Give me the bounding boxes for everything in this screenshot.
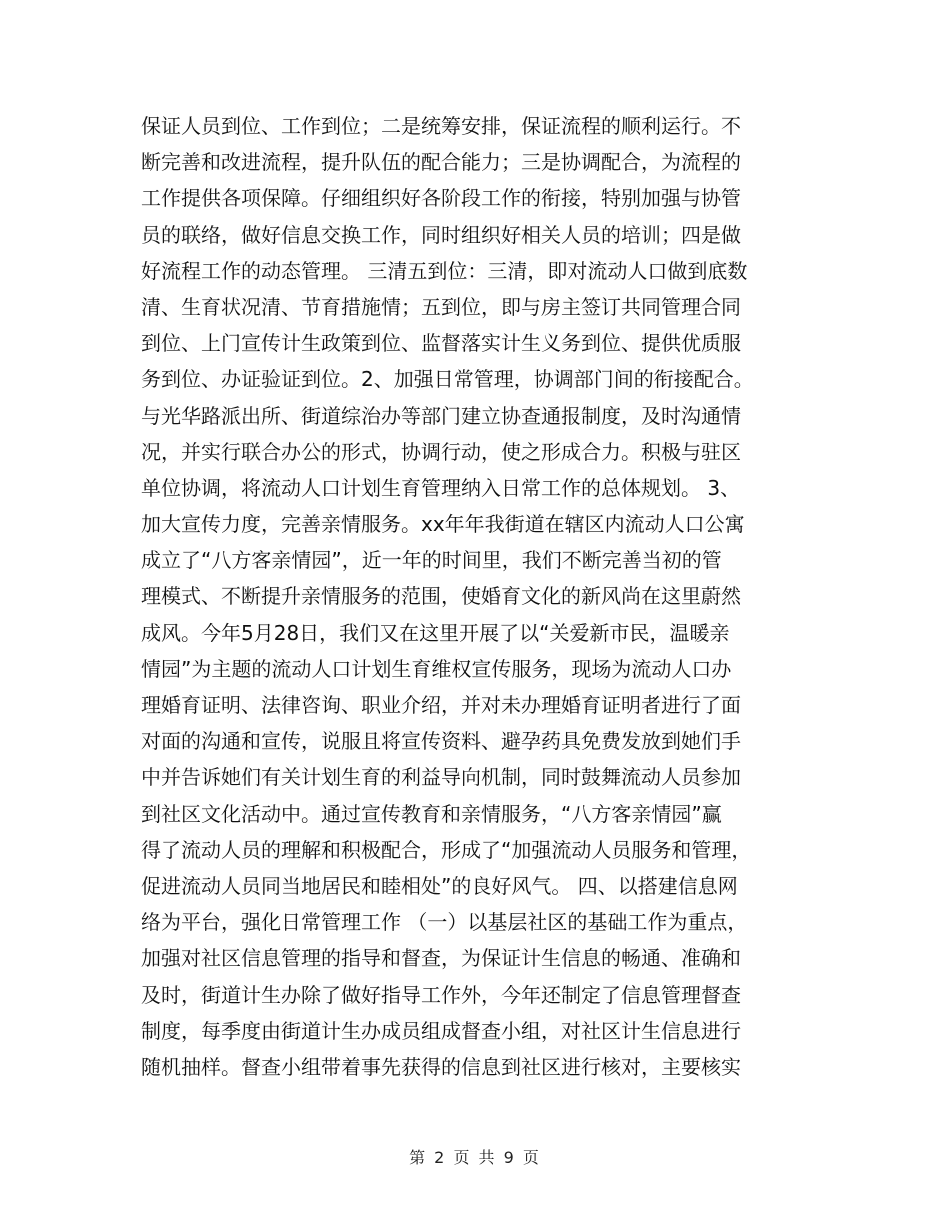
text-line: 员的联络，做好信息交换工作，同时组织好相关人员的培训；四是做 bbox=[141, 222, 741, 247]
text-line: 随机抽样。督查小组带着事先获得的信息到社区进行核对，主要核实 bbox=[141, 1054, 741, 1079]
text-line: 清、生育状况清、节育措施情；五到位，即与房主签订共同管理合同 bbox=[141, 294, 741, 319]
text-line: 到位、上门宣传计生政策到位、监督落实计生义务到位、提供优质服 bbox=[141, 331, 741, 356]
text-line: 况，并实行联合办公的形式，协调行动，使之形成合力。积极与驻区 bbox=[141, 439, 741, 464]
text-line: 断完善和改进流程，提升队伍的配合能力；三是协调配合，为流程的 bbox=[141, 150, 741, 175]
text-line: 与光华路派出所、街道综治办等部门建立协查通报制度，及时沟通情 bbox=[141, 403, 741, 428]
text-line: 络为平台，强化日常管理工作 （一）以基层社区的基础工作为重点， bbox=[141, 910, 748, 935]
text-line: 工作提供各项保障。仔细组织好各阶段工作的衔接，特别加强与协管 bbox=[141, 186, 741, 211]
text-line: 到社区文化活动中。通过宣传教育和亲情服务，“八方客亲情园”赢 bbox=[141, 801, 722, 826]
text-line: 好流程工作的动态管理。 三清五到位：三清，即对流动人口做到底数 bbox=[141, 258, 748, 283]
text-line: 促进流动人员同当地居民和睦相处”的良好风气。 四、以搭建信息网 bbox=[141, 873, 738, 898]
page-footer: 第 2 页 共 9 页 bbox=[409, 1148, 541, 1167]
text-line: 中并告诉她们有关计划生育的利益导向机制，同时鼓舞流动人员参加 bbox=[141, 765, 741, 790]
text-line: 情园”为主题的流动人口计划生育维权宣传服务，现场为流动人口办 bbox=[141, 656, 732, 681]
text-line: 单位协调，将流动人口计划生育管理纳入日常工作的总体规划。 3、 bbox=[141, 475, 741, 500]
text-line: 成立了“八方客亲情园”，近一年的时间里，我们不断完善当初的管 bbox=[141, 548, 722, 573]
text-line: 加大宣传力度，完善亲情服务。xx年年我街道在辖区内流动人口公寓 bbox=[141, 512, 745, 537]
text-line: 理模式、不断提升亲情服务的范围，使婚育文化的新风尚在这里蔚然 bbox=[141, 584, 741, 609]
text-line: 对面的沟通和宣传，说服且将宣传资料、避孕药具免费发放到她们手 bbox=[141, 729, 741, 754]
body-text bbox=[141, 108, 821, 1085]
text-line: 加强对社区信息管理的指导和督查，为保证计生信息的畅通、准确和 bbox=[141, 946, 741, 971]
text-line: 制度，每季度由街道计生办成员组成督查小组，对社区计生信息进行 bbox=[141, 1018, 741, 1043]
text-line: 成风。今年5月28日，我们又在这里开展了以“关爱新市民，温暖亲 bbox=[141, 620, 730, 645]
text-line: 务到位、办证验证到位。2、加强日常管理，协调部门间的衔接配合。 bbox=[141, 367, 754, 392]
text-line: 理婚育证明、法律咨询、职业介绍，并对未办理婚育证明者进行了面 bbox=[141, 693, 741, 717]
text-line: 保证人员到位、工作到位；二是统筹安排，保证流程的顺利运行。不 bbox=[141, 114, 741, 138]
text-line: 得了流动人员的理解和积极配合，形成了“加强流动人员服务和管理， bbox=[141, 837, 752, 862]
text-line: 及时，街道计生办除了做好指导工作外，今年还制定了信息管理督查 bbox=[141, 982, 741, 1007]
